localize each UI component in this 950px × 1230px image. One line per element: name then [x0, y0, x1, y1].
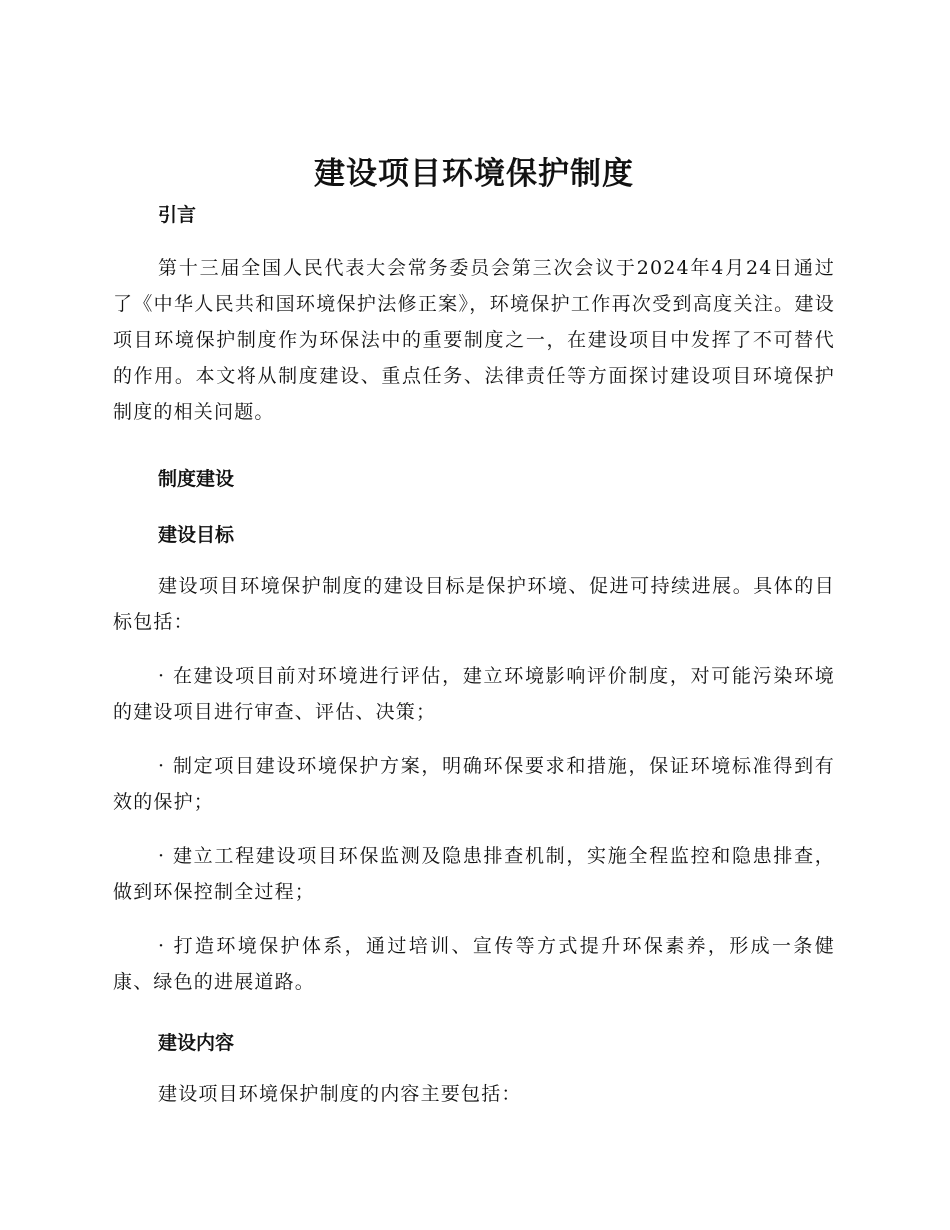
construction-goal-heading: 建设目标	[158, 524, 235, 546]
document-body	[113, 152, 835, 1112]
goal-bullet-item: · 打造环境保护体系，通过培训、宣传等方式提升环保素养，形成一条健康、绿色的进展道路。	[113, 935, 835, 993]
construction-content-heading: 建设内容	[158, 1032, 235, 1054]
goal-bullet-item: · 制定项目建设环境保护方案，明确环保要求和措施，保证环境标准得到有效的保护；	[113, 755, 835, 813]
construction-goal-paragraph: 建设项目环境保护制度的建设目标是保护环境、促进可持续进展。具体的目标包括：	[113, 575, 835, 633]
goal-bullet-item: · 在建设项目前对环境进行评估，建立环境影响评价制度，对可能污染环境的建设项目进行审查、评估、决策；	[113, 665, 835, 723]
goal-bullet-item: · 建立工程建设项目环保监测及隐患排查机制，实施全程监控和隐患排查，做到环保控制全过程；	[113, 845, 835, 903]
intro-paragraph: 第十三届全国人民代表大会常务委员会第三次会议于2024年4月24日通过了《中华人民共和国环境保护法修正案》，环境保护工作再次受到高度关注。建设项目环境保护制度作为环保法中的重要制度之一，在建设项目中发挥了不可替代的作用。本文将从制度建设、重点任务、法律责任等方面探讨建设项目环境保护制度的相关问题。	[113, 257, 835, 423]
construction-content-paragraph: 建设项目环境保护制度的内容主要包括：	[158, 1083, 522, 1105]
intro-heading: 引言	[158, 204, 197, 226]
system-construction-heading: 制度建设	[158, 468, 235, 490]
document-title: 建设项目环境保护制度	[314, 156, 634, 192]
